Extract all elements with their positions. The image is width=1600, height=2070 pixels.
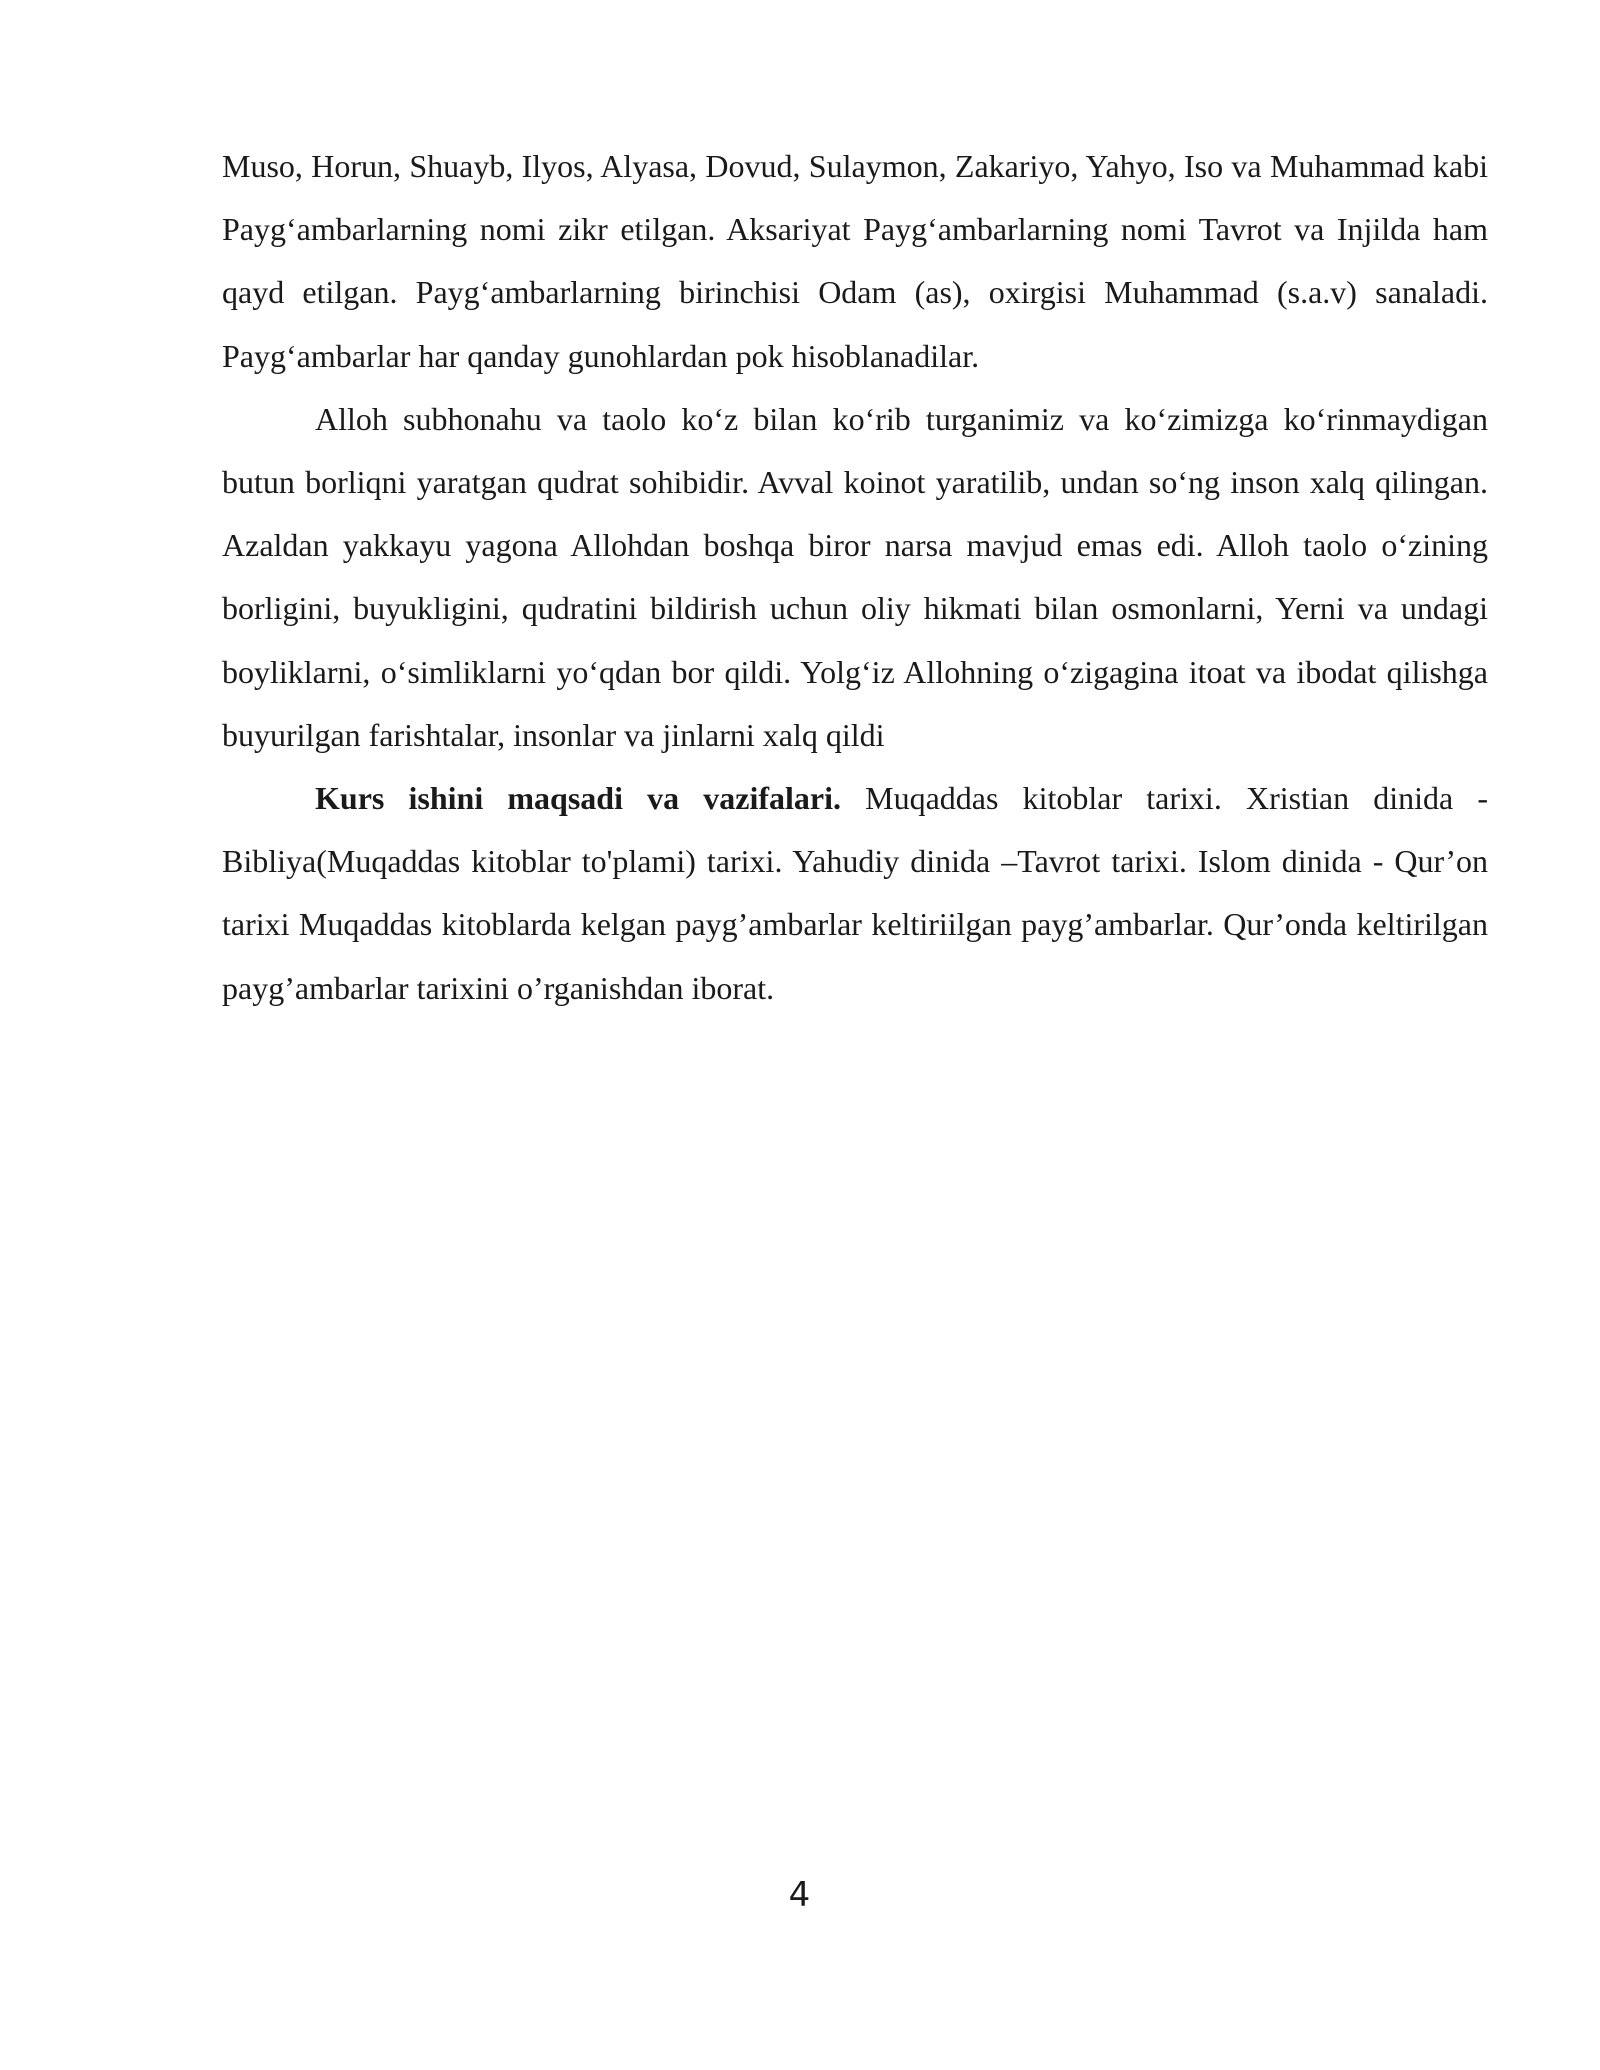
paragraph-creation: Alloh subhonahu va taolo ko‘z bilan ko‘rib turganimiz va ko‘zimizga ko‘rinmaydigan butun borliqni yaratgan qudrat sohibidir. Avval koinot yaratilib, undan so‘ng inson xalq qilingan. Azaldan yakkayu yagona Allohdan boshqa biror narsa mavjud emas edi. Alloh taolo o‘zining borligini, buyukligini, qudratini bildirish uchun oliy hikmati bilan osmonlarni, Yerni va undagi boyliklarni, o‘simliklarni yo‘qdan bor qildi. Yolg‘iz Allohning o‘zigagina itoat va ibodat qilishga buyurilgan farishtalar, insonlar va jinlarni xalq qildi xyxy=(222,400,1488,753)
paragraph-course-goals xyxy=(222,767,1488,1020)
document-body xyxy=(222,135,1488,1020)
course-goals-heading: Kurs ishini maqsadi va vazifalari. xyxy=(315,780,841,817)
paragraph-prophets-list: Muso, Horun, Shuayb, Ilyos, Alyasa, Dovud, Sulaymon, Zakariyo, Yahyo, Iso va Muhammad kabi Payg‘ambarlarning nomi zikr etilgan. Aksariyat Payg‘ambarlarning nomi Tavrot va Injilda ham qayd etilgan. Payg‘ambarlarning birinchisi Odam (as), oxirgisi Muhammad (s.a.v) sanaladi. Payg‘ambarlar har qanday gunohlardan pok hisoblanadilar. xyxy=(222,148,1488,374)
course-goals-text: Muqaddas kitoblar tarixi. Xristian dinida - Bibliya(Muqaddas kitoblar to'plami) tarixi. Yahudiy dinida –Tavrot tarixi. Islom dinida - Qur’on tarixi Muqaddas kitoblarda kelgan payg’ambarlar keltiriilgan payg’ambarlar. Qur’onda keltirilgan payg’ambarlar tarixini o’rganishdan iborat. xyxy=(222,780,1489,1006)
page-number: 4 xyxy=(788,1875,812,1915)
